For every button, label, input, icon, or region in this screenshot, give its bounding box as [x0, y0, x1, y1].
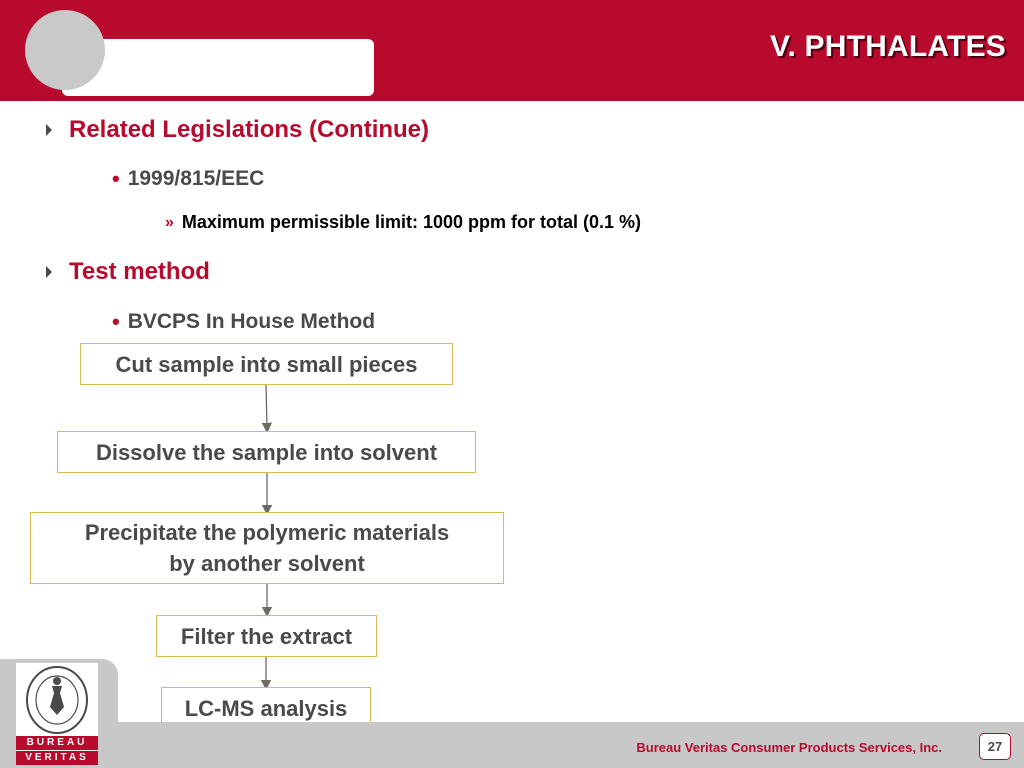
item-text: BVCPS In House Method — [127, 310, 376, 333]
seal-icon — [16, 663, 98, 735]
logo-word-veritas: VERITAS — [16, 751, 98, 765]
subitem-text: Maximum permissible limit: 1000 ppm for total (0.1 %) — [181, 212, 642, 232]
section-heading: Test method — [69, 258, 210, 285]
bullet-dot-icon: • — [112, 166, 120, 191]
item-directive — [112, 166, 264, 192]
bullet-arrow-icon — [46, 266, 52, 278]
flow-step-cut: Cut sample into small pieces — [80, 343, 453, 385]
flow-arrow-1 — [266, 385, 267, 428]
flow-step-lcms: LC-MS analysis — [161, 687, 371, 729]
slide-title: V. PHTHALATES — [770, 30, 1006, 63]
page-number: 27 — [979, 733, 1011, 760]
item-method — [112, 309, 375, 335]
bullet-chevron-icon: » — [165, 213, 174, 231]
flow-step-precipitate: Precipitate the polymeric materials by another solvent — [30, 512, 504, 584]
section-heading: Related Legislations (Continue) — [69, 116, 430, 143]
subitem-limit — [165, 212, 641, 233]
bullet-dot-icon: • — [112, 309, 120, 334]
footer-company-name: Bureau Veritas Consumer Products Services, Inc. — [636, 740, 942, 755]
bullet-arrow-icon — [46, 124, 52, 136]
item-text: 1999/815/EEC — [127, 167, 265, 190]
header-white-tab — [62, 39, 374, 96]
header-gray-circle — [25, 10, 105, 90]
section-test-method — [46, 258, 210, 286]
section-related-legislations — [46, 116, 429, 144]
header-bar — [0, 0, 1024, 101]
logo-word-bureau: BUREAU — [16, 736, 98, 750]
flow-step-filter: Filter the extract — [156, 615, 377, 657]
flow-step-dissolve: Dissolve the sample into solvent — [57, 431, 476, 473]
